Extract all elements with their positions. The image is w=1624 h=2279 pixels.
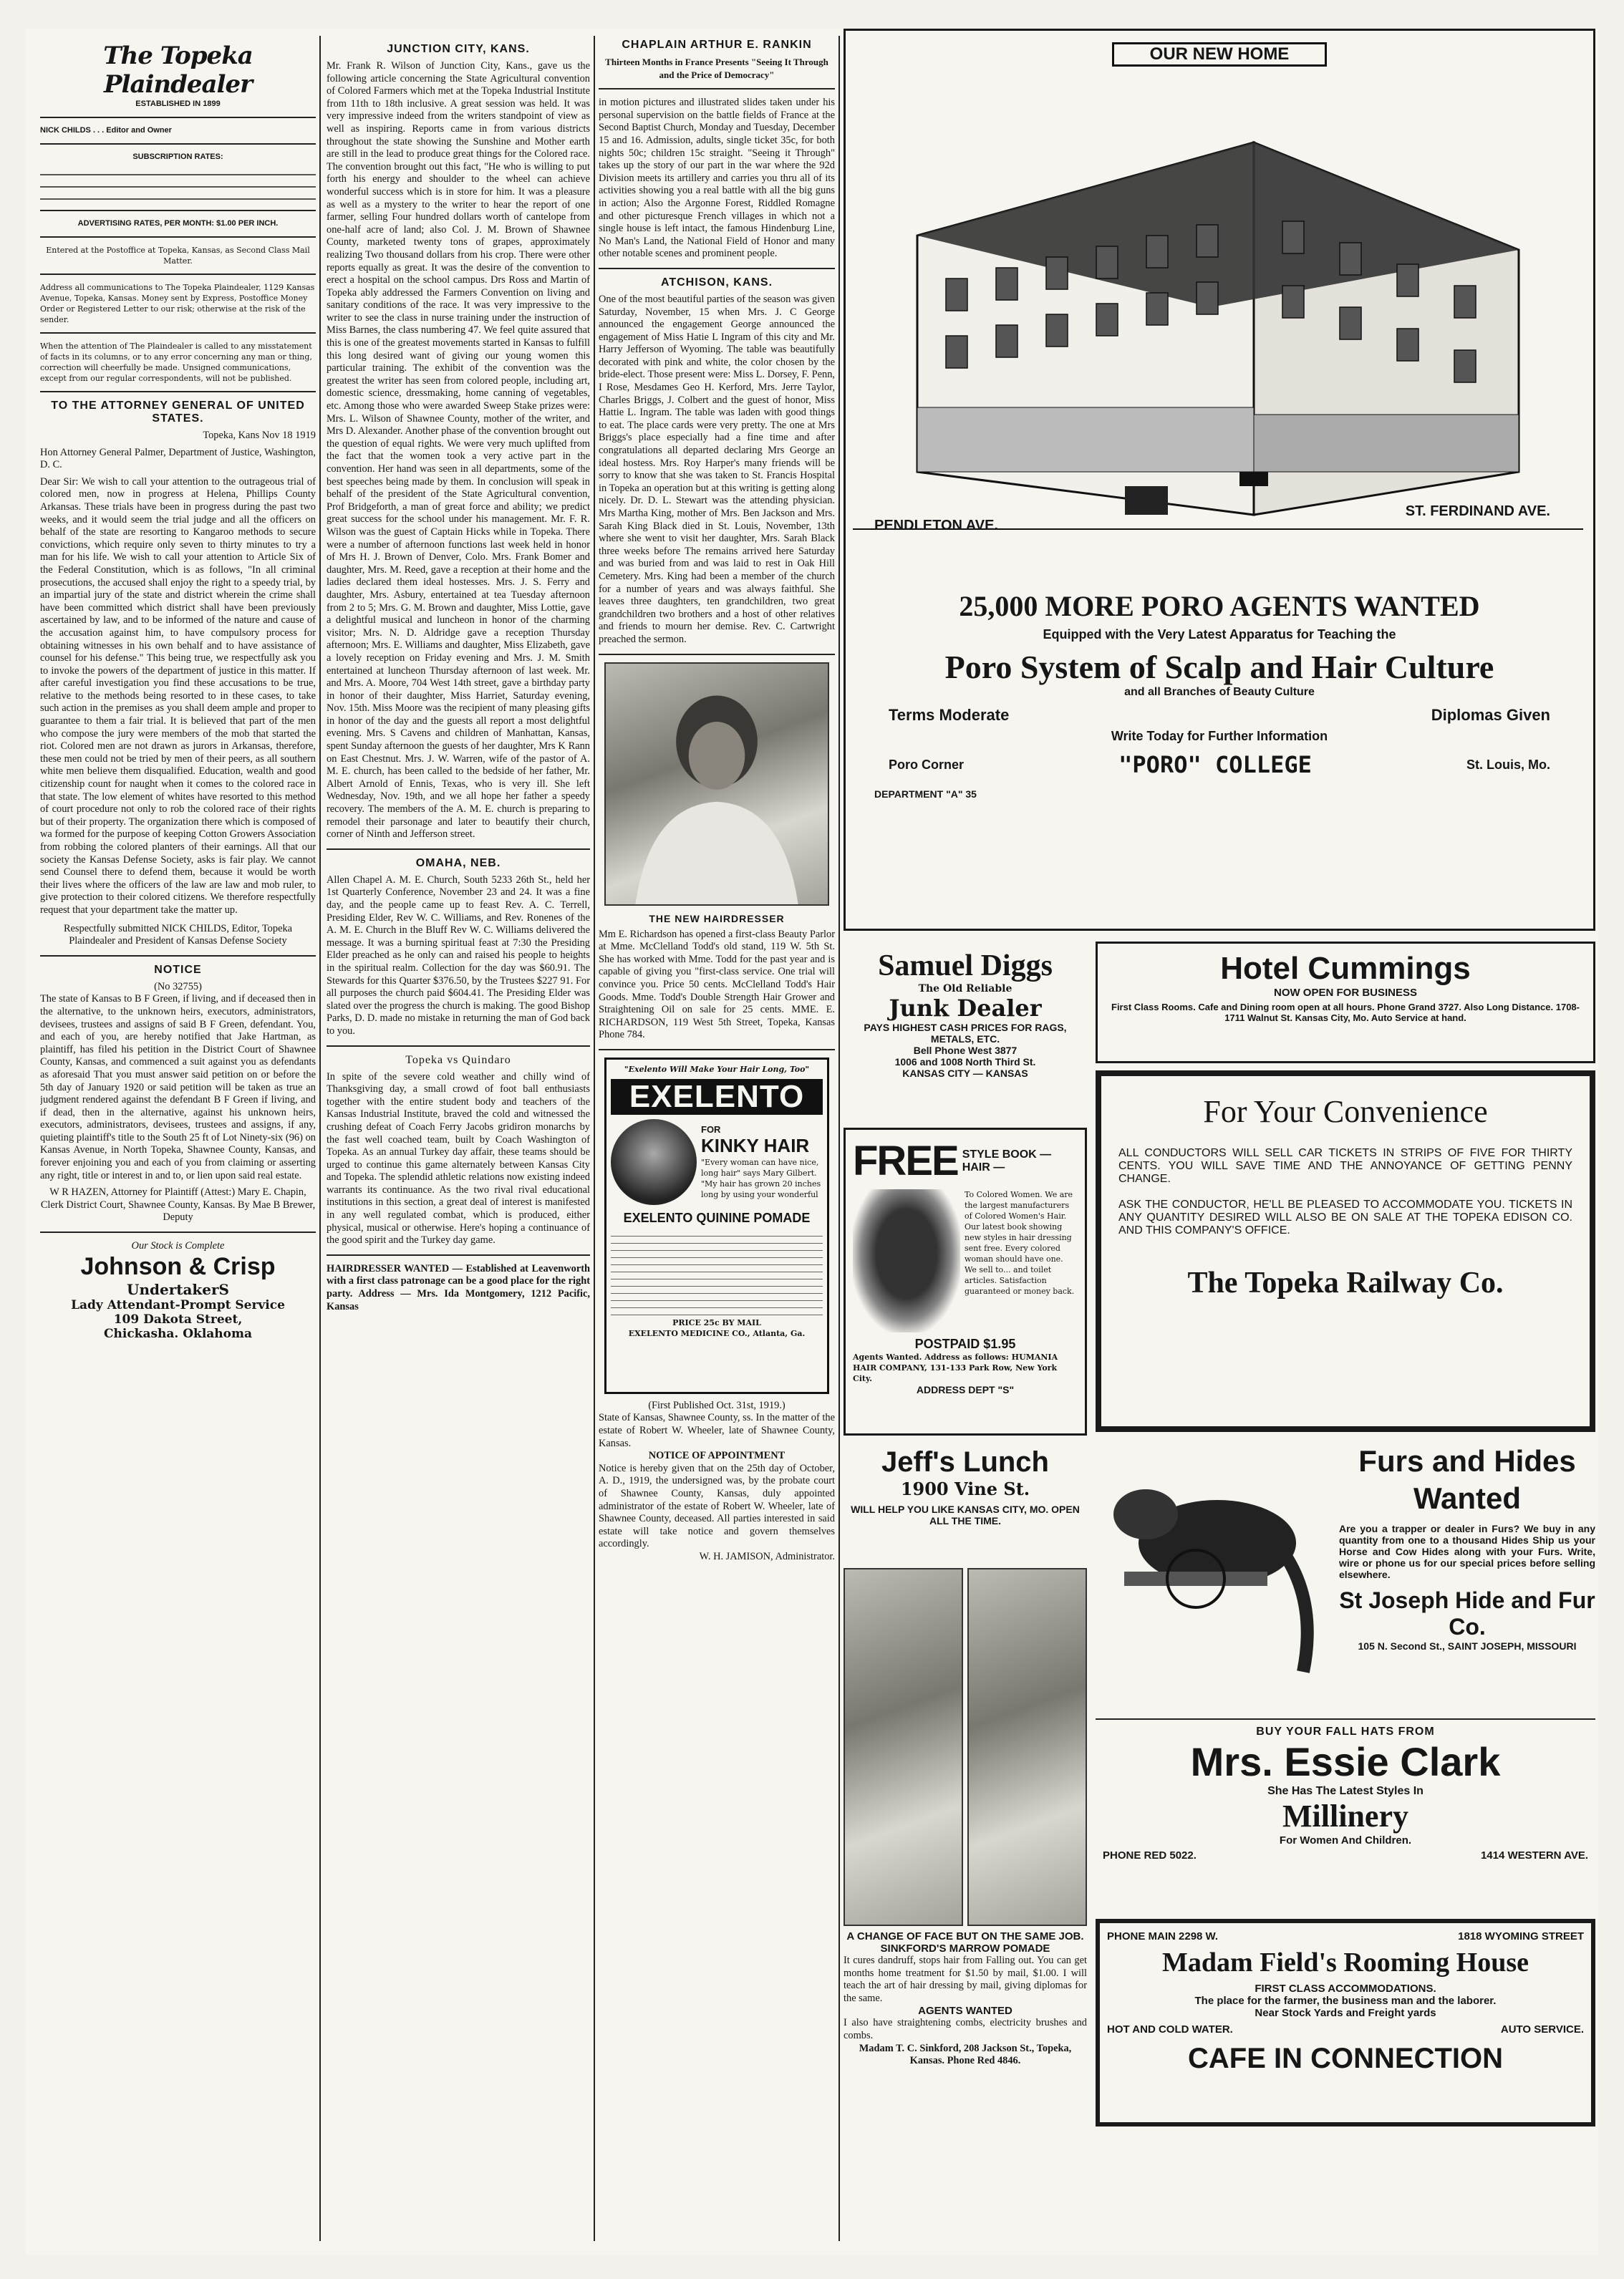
ad-city: Chickasha. Oklahoma xyxy=(103,1326,253,1341)
column-2 xyxy=(327,29,590,2234)
masthead-title: The Topeka Plaindealer xyxy=(103,42,253,99)
publication-signature: W. H. JAMISON, Administrator. xyxy=(699,1551,835,1562)
portrait-icon xyxy=(606,664,828,904)
field-street: 1818 WYOMING STREET xyxy=(1458,1930,1584,1942)
entered-notice: Entered at the Postoffice at Topeka, Kansas, as Second Class Mail Matter. xyxy=(46,246,310,266)
poro-city: St. Louis, Mo. xyxy=(1466,757,1550,772)
diggs-sub: The Old Reliable xyxy=(918,983,1012,995)
exelento-address: EXELENTO MEDICINE CO., Atlanta, Ga. xyxy=(628,1328,806,1338)
omaha-body: Allen Chapel A. M. E. Church, South 5233 26th St., held her 1st Quarterly Conference, November 23 and 24. It was a fine day, and the people came up to feast Rev. A. C. Terrell, Presiding Elder, Rev W. C. Williams, and Rev. Ronenes of the A. M. E. Church in the Bluff Rev W. C. Williams delivered the message. It was a burning spiritual feast at 7:30 the Presiding Elder preached as he only can and raised his people to heights in the spiritual realm. Collection for the day was $60.91. The Stewards for this Quarter $376.50, by the Trustees $227 91. For all purposes the church paid $604.41. The Presiding Elder was slated over the progress the church is making. The good Bishop Parks, D. D. made no mistake in returning the man of God back to you. xyxy=(327,874,590,1037)
divider xyxy=(40,210,316,211)
furs-title: Furs and Hides Wanted xyxy=(1358,1444,1576,1515)
poro-corner: Poro Corner xyxy=(889,757,965,772)
exelento-ad xyxy=(604,1058,829,1394)
field-cafe: CAFE IN CONNECTION xyxy=(1188,2043,1503,2074)
essie-clark-ad xyxy=(1096,1718,1595,1908)
furs-address: 105 N. Second St., SAINT JOSEPH, MISSOURI xyxy=(1358,1640,1577,1652)
notice-headline: NOTICE xyxy=(154,963,202,976)
divider xyxy=(599,88,835,89)
field-auto: AUTO SERVICE. xyxy=(1500,2023,1584,2036)
column-rule xyxy=(838,36,840,2241)
furs-hides-ad xyxy=(1096,1443,1595,1708)
exelento-kinky-hair: KINKY HAIR xyxy=(701,1134,810,1156)
furs-company: St Joseph Hide and Fur Co. xyxy=(1339,1587,1595,1640)
football-body: In spite of the severe cold weather and chilly wind of Thanksgiving day, a small crowd of foot ball enthusiasts together with the entire student body and teachers of the Kansas Industrial Institute, braved the cold and witnessed the crushing defeat of Coach Ferry Jacobs gridiron monarchs by the fast well coached team, built by Coach Washington of Topeka. As an annual Turkey day affair, these teams should be urged to continue this game alternately between Kansas City and Topeka. The splendid athletic relations now existing indeed warrants its continuance. As the two rival rival educational institutions in this section, a great deal of interest is manifested in any well regulated combat, which is produced, either physical, musical or otherwise. Here's hoping a continuance of the good spirit and the Turkey day game. xyxy=(327,1070,590,1247)
poro-equipped: Equipped with the Very Latest Apparatus for Teaching the xyxy=(1043,627,1396,642)
street-left-label: PENDLETON AVE. xyxy=(874,518,998,533)
column-1 xyxy=(40,29,316,2234)
letter-dateline: Topeka, Kans Nov 18 1919 xyxy=(203,430,316,441)
poro-diplomas: Diplomas Given xyxy=(1431,706,1550,724)
diggs-pays: PAYS HIGHEST CASH PRICES FOR RAGS, METALS, ETC. xyxy=(864,1022,1067,1045)
after-portrait-icon xyxy=(967,1568,1087,1926)
hotel-name: Hotel Cummings xyxy=(1220,951,1471,986)
face-also: I also have straightening combs, electricity brushes and combs. xyxy=(844,2017,1087,2041)
divider xyxy=(40,143,316,145)
poro-agents-wanted: 25,000 MORE PORO AGENTS WANTED xyxy=(959,590,1480,622)
column-4-ads xyxy=(844,29,1595,2234)
address-notice: Address all communications to The Topeka Plaindealer, 1129 Kansas Avenue, Topeka, Kansas. Money sent by Express, Postoffice Money Order or Registered Letter to our risk; otherwise at the risk of the sender. xyxy=(40,283,315,324)
free-style-book: STYLE BOOK — HAIR — xyxy=(962,1148,1052,1174)
hotel-cummings-ad xyxy=(1096,942,1595,1063)
clark-buy: BUY YOUR FALL HATS FROM xyxy=(1256,1726,1435,1738)
attention-notice: When the attention of The Plaindealer is called to any misstatement of facts in its columns, or to any error concerning any man or thing, correction will cheerfully be made. Unsigned communications, except from our regular correspondents, will not be published. xyxy=(40,342,312,383)
clark-for: For Women And Children. xyxy=(1279,1834,1412,1847)
poro-ad xyxy=(844,29,1595,931)
free-postpaid: POSTPAID $1.95 xyxy=(914,1337,1016,1351)
diggs-address: 1006 and 1008 North Third St. xyxy=(894,1056,1036,1068)
photo-caption: THE NEW HAIRDRESSER xyxy=(649,912,785,924)
diggs-junk: Junk Dealer xyxy=(889,995,1042,1022)
divider xyxy=(40,236,316,238)
railway-company: The Topeka Railway Co. xyxy=(1187,1267,1504,1300)
jeffs-address: 1900 Vine St. xyxy=(900,1479,1030,1499)
poro-department: DEPARTMENT "A" 35 xyxy=(874,788,977,800)
field-hot-water: HOT AND COLD WATER. xyxy=(1107,2023,1233,2036)
rankin-body: in motion pictures and illustrated slides taken under his personal supervision on the battle fields of France at the Second Baptist Church, Monday and Tuesday, December 15 and 16. Admission, adults, single ticket 35c, for both nights 50c; children 15c straight. "Seeing it Through" takes up the story of our part in the war where the 92d Division meets its artillery and carries you thru all of its activities showing you a real battle with all the big guns in action; Also the Argonne Forest, Riddled Romagne and other picturesque French villages in which not a single house is left intact, the famous Hindenburg Line, No Man's Land, the National Field of Honor and many other notable scenes and prominent people. xyxy=(599,97,835,260)
divider xyxy=(599,654,835,655)
field-rooming-ad xyxy=(1096,1919,1595,2126)
field-name: Madam Field's Rooming House xyxy=(1162,1947,1529,1978)
hotel-text: First Class Rooms. Cafe and Dining room open at all hours. Phone Grand 3727. Also Long Distance. 1708-1711 Walnut St. Kansas City, Mo. Auto Service at hand. xyxy=(1111,1002,1580,1023)
ad-stock-line: Our Stock is Complete xyxy=(131,1240,225,1252)
trapped-animal-icon xyxy=(1096,1457,1332,1700)
ad-street: 109 Dakota Street, xyxy=(113,1312,243,1327)
divider xyxy=(327,1045,590,1047)
exelento-product: EXELENTO QUININE POMADE xyxy=(623,1210,811,1225)
editor-line: NICK CHILDS . . . Editor and Owner xyxy=(40,126,172,135)
clark-name: Mrs. Essie Clark xyxy=(1190,1739,1501,1784)
jeffs-text: WILL HELP YOU LIKE KANSAS CITY, MO. OPEN ALL THE TIME. xyxy=(851,1504,1080,1526)
notice-body: The state of Kansas to B F Green, if living, and if deceased then in the alternative, to the unknown heirs, executors, administrators, devisees, trustees and assigns of said B F Green, defendant. You, and each of you, are hereby notified that Jake Hartman, as plaintiff, has filed his petition in the District Court of Shawnee County, Kansas, and commenced a suit against you as defendants as aforesaid That you must answer said petition on or before the 5th day of January 1920 or said petition will be taken as true an judgment rendered against the defendant B F Green if living, and if dead, then in the alternative, against his unknown heirs, executors, administrators, devisees, trustees and assigns, if any, quieting plaintiff's title to the South 25 ft of Lot Ninety-six (96) on Kansas Avenue, in North Topeka, Shawnee County, Kansas, and forever enjoining you and each of you from claiming or asserting any right, title or interest in and to, or lien upon said real estate. xyxy=(40,993,316,1181)
newspaper-page xyxy=(26,29,1598,2255)
hairdresser-body: Mm E. Richardson has opened a first-class Beauty Parlor at Mme. McClelland Todd's old stand, 119 W. 5th St. She has worked with Mme. Todd for the past year and is capable of giving you "first-class service. One trial will convince you. Price 50 cents. McClelland Todd's Hair Goods. Mme. Todd's Double Strength Hair Grower and Straightening Oil on sale for 25 cents. MME. E. RICHARDSON, 119 West 5th Street, Topeka, Kansas Phone 784. xyxy=(599,928,835,1041)
field-place: The place for the farmer, the business man and the laborer. xyxy=(1194,1995,1497,2007)
diggs-ad xyxy=(844,942,1087,1121)
divider xyxy=(327,1254,590,1256)
street-right-label: ST. FERDINAND AVE. xyxy=(1405,503,1550,519)
column-rule xyxy=(594,36,595,2241)
atchison-headline: ATCHISON, KANS. xyxy=(660,276,773,289)
divider xyxy=(599,1049,835,1050)
exelento-price: PRICE 25c BY MAIL xyxy=(672,1317,761,1327)
furs-text: Are you a trapper or dealer in Furs? We buy in any quantity from one to a thousand Hides Ship us your Horse and Cow Hides along with your Furs. Write, wire or phone us for our special prices before selling elsewhere. xyxy=(1339,1523,1595,1580)
exelento-for: FOR xyxy=(701,1123,721,1135)
exelento-name: EXELENTO xyxy=(611,1079,823,1115)
subscription-header: SUBSCRIPTION RATES: xyxy=(132,153,223,161)
poro-branches: and all Branches of Beauty Culture xyxy=(1124,686,1315,698)
free-word: FREE xyxy=(853,1138,958,1184)
poro-college: "PORO" COLLEGE xyxy=(1118,751,1312,778)
diggs-phone: Bell Phone West 3877 xyxy=(913,1045,1018,1056)
free-style-book-ad xyxy=(844,1128,1087,1436)
convenience-text-1: ALL CONDUCTORS WILL SELL CAR TICKETS IN STRIPS OF FIVE FOR THIRTY CENTS. YOU WILL SAVE TIME AND THE ANNOYANCE OF GETTING PENNY CHANGE. xyxy=(1118,1147,1572,1185)
woman-portrait-icon xyxy=(611,1119,697,1205)
exelento-tagline: "Exelento Will Make Your Hair Long, Too" xyxy=(624,1064,810,1074)
junction-city-body: Mr. Frank R. Wilson of Junction City, Kans., gave us the following article concerning the State Agricultural convention of Colored Farmers which met at the Topeka Industrial Institute from 11th to 18th inclusive. A great session was held. It was very impressive indeed from the writers standpoint of view as well as inspiring. Reports came in from various districts throughout the state showing the Sunshine and Mother earth are still in the lead to produce great things for the Colored race. The convention brought out this fact, "He who is willing to put forth his energy and shoulder to the wheel can achieve wonderful success which is in store for him. It was a pleasure as well as a mystery to the writer to hear the report of one farmer, selling Four hundred dollars worth of cantelope from one-half acre of land; also Col. J. M. Brown of Shawnee County, marketed twenty tons of grapes, approximately realizing Two thousand dollars from his crop. There were other reports equally as great. It was the desire of the convention to erect a hospital on the school campus. Drs Ross and Martin of Topeka ably addressed the Farmers Convention on living and sanitary conditions of the race. It was very impressive to the writer to see the class in nurse training under the instruction of Miss Barnes, the class numbering 47. We feel quite assured that this is one of the greatest movements started in Kansas to fulfill this long desired want of giving our young women this particular training. The exhibit of the convention was the greatest the writer has seen from colored people, including art, domestic science, dressmaking, home canning of vegetables, etc. Among those who were awarded Sweep Stake prizes were: Mrs. L. Wilson of Shawnee County, mother of the writer, and Mrs D. Alexander. Another phase of the convention brought out the question of equal rights. We were very much uplifted from the fact that the women took a very active part in the convention. Her hand was seen in all departments, some of the best speeches being made by them. In conclusion will speak in behalf of the president of the State Agricultural convention, Prof Bridgeforth, a man of great force and ability; we predict great success for the school under his management. Mr. F. R. Wilson was the guest of Captain Hicks while in Topeka. There were a number of afternoon functions last week held in honor of Mrs H. J. Brown of Denver, Colo. Mrs. Frank Bomer and daughter, Mrs. M. Reed, gave a reception at their home and the ladies declared them ideal hostesses. Mrs. J. S. Ferry and daughter, Mrs. Asbury, entertained at tea Tuesday afternoon from 2 to 5; Mrs. G. M. Brown and daughter, Miss Lottie, gave a delightful musical and luncheon in honor of the charming visitor; Mrs. N. D. Aldridge gave a reception Thursday afternoon; Mrs. E. Williams and daughter, Miss Elizabeth, gave a lovely reception on Friday evening and Mrs. J. M. Smith entertained at luncheon Thursday afternoon of last week. Mr. and Mrs. A. Moore, 704 West 14th street, gave a birthday party in honor of their daughter, Miss Harriet, Saturday evening, Nov. 15th. Miss Moore was the recipient of many pleasing gifts in honor of the day and the guests all report a most delightful evening. Mrs. S Cavens and children of Manhattan, Kansas, spent Sunday afternoon the guests of her daughter, Mrs K Rann on East Chestnut. Mrs. J. W. Warren, wife of the pastor of A. M. E. church, has been called to the bedside of her father, Mr. Albert Arnold of Ennis, Texas, who is very ill. She left Wednesday, Nov. 19th, and we all hope her father a speedy recovery. The members of the A. M. E. church is preparing to remodel their parsonage and later to beautify their church, corner of Ninth and Jefferson street. xyxy=(327,60,590,841)
undertaker-ad xyxy=(40,1240,316,1341)
football-headline: Topeka vs Quindaro xyxy=(405,1053,511,1066)
exelento-quote: "Every woman can have nice, long hair" says Mary Gilbert. "My hair has grown 20 inches long by using your wonderful xyxy=(701,1157,821,1199)
divider xyxy=(40,1232,316,1233)
letter-signature: Respectfully submitted NICK CHILDS, Editor, Topeka Plaindealer and President of Kansas Defense Society xyxy=(63,922,293,947)
hotel-open: NOW OPEN FOR BUSINESS xyxy=(1273,987,1418,999)
ad-company-name: Johnson & Crisp xyxy=(80,1252,276,1280)
divider xyxy=(40,391,316,392)
face-body: It cures dandruff, stops hair from Falling out. You can get months home treatment for $1.50 by mail, $1.00. I will teach the art of hair dressing by mail, giving diplomas for the same. xyxy=(844,1955,1087,2004)
masthead-established: ESTABLISHED IN 1899 xyxy=(135,100,221,108)
letter-addressee: Hon Attorney General Palmer, Department of Justice, Washington, D. C. xyxy=(40,446,316,471)
clark-phone: PHONE RED 5022. xyxy=(1103,1849,1197,1862)
exelento-small-print xyxy=(611,1232,823,1317)
ad-company-sub: UndertakerS xyxy=(127,1280,229,1298)
clark-has: She Has The Latest Styles In xyxy=(1267,1785,1424,1797)
notice-number: (No 32755) xyxy=(154,980,202,992)
publication-head: (First Published Oct. 31st, 1919.) xyxy=(648,1399,786,1411)
clark-millinery: Millinery xyxy=(1282,1799,1408,1834)
face-signature: Madam T. C. Sinkford, 208 Jackson St., Topeka, Kansas. Phone Red 4846. xyxy=(859,2042,1072,2067)
jeffs-lunch-ad xyxy=(844,1446,1087,1561)
advertising-rates: ADVERTISING RATES, PER MONTH: $1.00 PER INCH. xyxy=(77,219,279,228)
divider xyxy=(599,268,835,269)
field-near: Near Stock Yards and Freight yards xyxy=(1255,2007,1436,2019)
divider xyxy=(40,955,316,957)
hairdresser-photo xyxy=(604,662,829,906)
publication-body: State of Kansas, Shawnee County, ss. In the matter of the estate of Robert W. Wheeler, late of Shawnee County, Kansas. xyxy=(599,1412,835,1449)
rankin-headline: CHAPLAIN ARTHUR E. RANKIN xyxy=(622,39,812,51)
free-address-dept: ADDRESS DEPT "S" xyxy=(916,1384,1015,1395)
face-headline: A CHANGE OF FACE BUT ON THE SAME JOB. xyxy=(846,1930,1084,1942)
before-portrait-icon xyxy=(844,1568,963,1926)
column-rule xyxy=(319,36,321,2241)
rankin-subhead: Thirteen Months in France Presents "Seeing It Through and the Price of Democracy" xyxy=(605,57,828,80)
publication-subhead: NOTICE OF APPOINTMENT xyxy=(648,1450,786,1462)
clark-address: 1414 WESTERN AVE. xyxy=(1480,1849,1588,1862)
publication-text: Notice is hereby given that on the 25th day of October, A. D., 1919, the undersigned was, by the probate court of Shawnee County, Kansas, duly appointed administrator of the estate of Robert W. Wheeler, late of Shawnee County, deceased. All parties interested in said estate will take notice and govern themselves accordingly. xyxy=(599,1462,835,1550)
hairdresser-wanted: HAIRDRESSER WANTED — Established at Leavenworth with a first class patronage can be a good place for the right party. Address — Mrs. Ida Montgomery, 1212 Pacific, Kansas xyxy=(327,1262,590,1312)
free-agents: Agents Wanted. Address as follows: HUMANIA HAIR COMPANY, 131-133 Park Row, New York City. xyxy=(853,1353,1058,1383)
notice-signature: W R HAZEN, Attorney for Plaintiff (Attest:) Mary E. Chapin, Clerk District Court, Shawnee County, Kansas. By Mae B Brewer, Deputy xyxy=(40,1186,316,1224)
subscription-rates-block xyxy=(40,167,316,203)
poro-our-home: OUR NEW HOME xyxy=(1112,42,1327,67)
jeffs-name: Jeff's Lunch xyxy=(881,1446,1049,1478)
omaha-headline: OMAHA, NEB. xyxy=(415,856,501,869)
junction-city-headline: JUNCTION CITY, KANS. xyxy=(387,43,530,55)
convenience-text-2: ASK THE CONDUCTOR, HE'LL BE PLEASED TO ACCOMMODATE YOU. TICKETS IN ANY QUANTITY DESIRED WILL ALSO BE ON SALE AT THE TOPEKA EDISON CO. AND THIS COMPANY'S OFFICE. xyxy=(1118,1199,1572,1237)
letter-headline: TO THE ATTORNEY GENERAL OF UNITED STATES. xyxy=(51,400,305,425)
ad-attendant: Lady Attendant-Prompt Service xyxy=(71,1297,285,1312)
field-first-class: FIRST CLASS ACCOMMODATIONS. xyxy=(1255,1983,1436,1995)
free-text: To Colored Women. We are the largest manufacturers of Colored Women's Hair. Our latest book showing new styles in hair dressing sent free. Every colored woman should have one. We sell to... and toilet articles. Satisfaction guaranteed or money back. xyxy=(965,1190,1075,1296)
poro-write-today: Write Today for Further Information xyxy=(1111,729,1328,743)
divider xyxy=(40,117,316,118)
face-product: SINKFORD'S MARROW POMADE xyxy=(880,1942,1050,1955)
sinkford-ad xyxy=(844,1568,1087,2227)
atchison-body: One of the most beautiful parties of the season was given Saturday, November, 15 when Mrs. J. C George announced the engagement George announced the engagement of Miss Hatie L Ingram of this city and Mr. Harry Jefferson of Wyoming. The table was beautifully decorated with pink and white, the color chosen by the bride-elect. Those present were: Miss L. Dorsey, F. Penn, I Rose, Mesdames Geo H. Kerford, Mrs. Jerre Taylor, Charles Briggs, J. Colbert and the guest of honor, Miss Hattie L. Ingram. The table was laden with good things to eat. The place cards were very pretty. The one at Mrs Briggs's place especially had a fine time and after congratulations all departed declaring Mrs George an ideal hostess. Mrs. Roy Harper's many friends will be sorry to know that she was taken to St. Francis Hospital in Topeka an operation but at this writing is getting along nicely. Dr. D. L. Stewart was the attending physician. Mrs Martha King, mother of Mrs. Ben Jackson and Mrs. Sarah King Black died in St. Louis, November, 13th where she went to visit her daughter, Mrs. Sarah Black three weeks before The remains arrived here Saturday and was buried from and was laid to rest in Oak Hill Cemetery. Mrs. King had been a member of the church for a number of years and was always faithful. She leaves three daughters, ten grandchildren, two great grandchildren two brothers and a host of other relatives and friends to mourn her demise. Rev. C. Cartwright preached the sermon. xyxy=(599,293,835,645)
hair-style-icon xyxy=(853,1189,960,1332)
divider xyxy=(40,274,316,275)
poro-terms: Terms Moderate xyxy=(889,706,1010,724)
divider xyxy=(40,332,316,334)
diggs-city: KANSAS CITY — KANSAS xyxy=(902,1068,1028,1079)
face-agents: AGENTS WANTED xyxy=(918,2005,1012,2018)
field-phone: PHONE MAIN 2298 W. xyxy=(1107,1930,1219,1942)
letter-body: Dear Sir: We wish to call your attention to the outrageous trial of colored men, now in progress at Helena, Phillips County Arkansas. These trials have been in progress during the past two weeks, and it would seem the trial judge and all the officers on behalf of the state are resorting to Kangaroo methods to secure convictions, which require only seven to thirty minutes to try a man for his life. We wish to call your attention to Article Six of the Federal Constitution, which is as follows, "In all criminal prosecutions, the accused shall enjoy the right to a speedy trial, by an impartial jury of the state and district wherein the crime shall have been committed which district shall have been previously ascertained by law, and to be informed of the nature and cause of the accusation against him, to have compulsory process for obtaining witnesses in his own behalf and to have assistance of counsel for his defense." This being true, we respectfully ask you to invoke the powers of the department of justice in this matter. If after careful investigation you find these accusations to be true, relative to the methods being resorted to in these cases, to take such action in the premises as you shall deem ample and proper to guarantee to them a fair trial. It is believed that part of the men who compose the jury were members of the mob that started the riot. Colored men are not drawn as jurors in Arkansas, therefore, these men could not be tried by men of their peers, as all southern white men believe them disqualified. Education, wealth and good citizenship count for naught when it comes to the colored race in that state. The low element of whites have resorted to this method of court procedure not only to rob the colored race of their rights but of their property. The organization there which is composed of wa formed for the purpose of keeping Cotton Growers Association from robbing the colored planters of their earnings. All that our society the Kansas Defense Society, asks is fair play. We cannot send Counsel there to defend them, because it would be worth their lives where the officers of the law are law and mob ruler, to give protection to their colored citizens. We therefore respectfully request that your department take the matter up. xyxy=(40,475,316,916)
column-3 xyxy=(599,29,835,2234)
poro-system: Poro System of Scalp and Hair Culture xyxy=(944,649,1494,685)
divider xyxy=(327,848,590,850)
convenience-ad xyxy=(1096,1070,1595,1432)
diggs-name: Samuel Diggs xyxy=(878,949,1053,982)
convenience-title: For Your Convenience xyxy=(1203,1094,1488,1129)
